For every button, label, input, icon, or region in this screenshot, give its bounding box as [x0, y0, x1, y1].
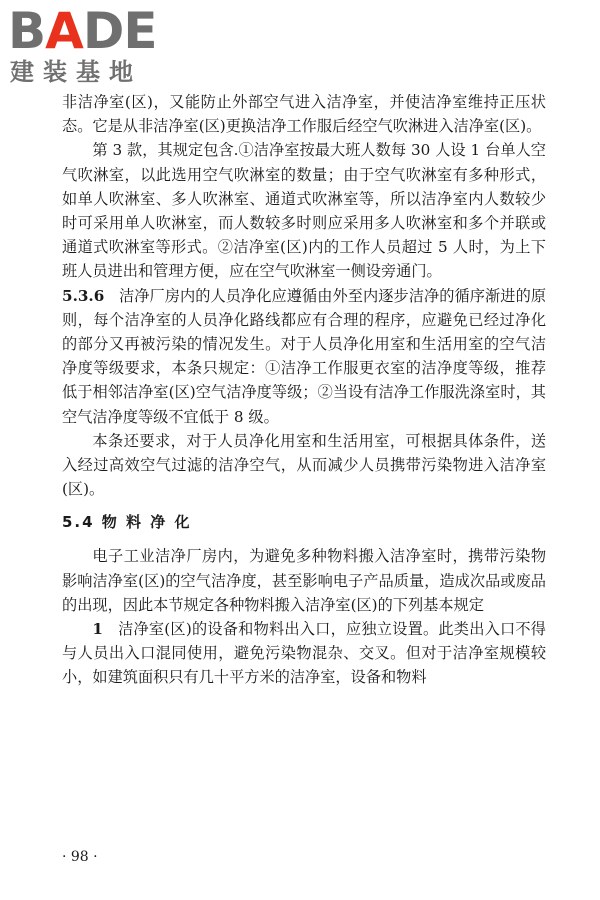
- item-text: 洁净室(区)的设备和物料出入口，应独立设置。此类出入口不得与人员出入口混同使用，避免污染物混杂、交叉。但对于洁净室规模较小，如建筑面积只有几十平方米的洁净室，设备和物料: [62, 620, 546, 687]
- paragraph-continuation: 非洁净室(区)，又能防止外部空气进入洁净室，并使洁净室维持正压状态。它是从非洁净室(区)更换洁净工作服后经空气吹淋进入洁净室(区)。: [62, 93, 546, 136]
- logo-wordmark: [8, 4, 157, 58]
- logo-letter-a: A: [45, 2, 83, 60]
- paragraph-5-3-6: [62, 284, 546, 429]
- bade-logo: [8, 4, 178, 88]
- page-body: [62, 90, 546, 690]
- logo-subtitle: 建装基地: [10, 58, 142, 86]
- clause-text: 洁净厂房内的人员净化应遵循由外至内逐步洁净的循序渐进的原则，每个洁净室的人员净化路线都应有合理的程序，应避免已经过净化的部分又再被污染的情况发生。对于人员净化用室和生活用室的空气洁净度等级要求，本条只规定：①洁净工作服更衣室的洁净度等级，推荐低于相邻洁净室(区)空气洁净度等级；②当设有洁净工作服洗涤室时，其空气洁净度等级不宜低于 8 级。: [62, 286, 547, 426]
- logo-letter-b: B: [8, 2, 46, 60]
- logo-letters-de: DE: [82, 2, 157, 60]
- paragraph-clause-3: 第 3 款，其规定包含.①洁净室按最大班人数每 30 人设 1 台单人空气吹淋室，以此选用空气吹淋室的数量；由于空气吹淋室有多种形式，如单人吹淋室、多人吹淋室、通道式吹淋室等，所以洁净室内人数较少时可采用单人吹淋室，而人数较多时则应采用多人吹淋室和多个并联或通道式吹淋室等形式。②洁净室(区)内的工作人员超过 5 人时，为上下班人员进出和管理方便，应在空气吹淋室一侧设旁通门。: [62, 141, 546, 281]
- item-number: 1: [92, 620, 103, 639]
- paragraph-section-intro: 电子工业洁净厂房内，为避免多种物料搬入洁净室时，携带污染物影响洁净室(区)的空气洁净度，甚至影响电子产品质量，造成次品或废品的出现，因此本节规定各种物料搬入洁净室(区)的下列基本规定: [62, 547, 546, 614]
- clause-number: 5.3.6: [62, 286, 105, 305]
- paragraph-supplement: 本条还要求，对于人员净化用室和生活用室，可根据具体条件，送入经过高效空气过滤的洁净空气，从而减少人员携带污染物进入洁净室(区)。: [62, 431, 546, 499]
- page-number: · 98 ·: [62, 849, 98, 865]
- section-heading: 5.4 物 料 净 化: [62, 513, 192, 532]
- paragraph-item-1: [62, 617, 546, 690]
